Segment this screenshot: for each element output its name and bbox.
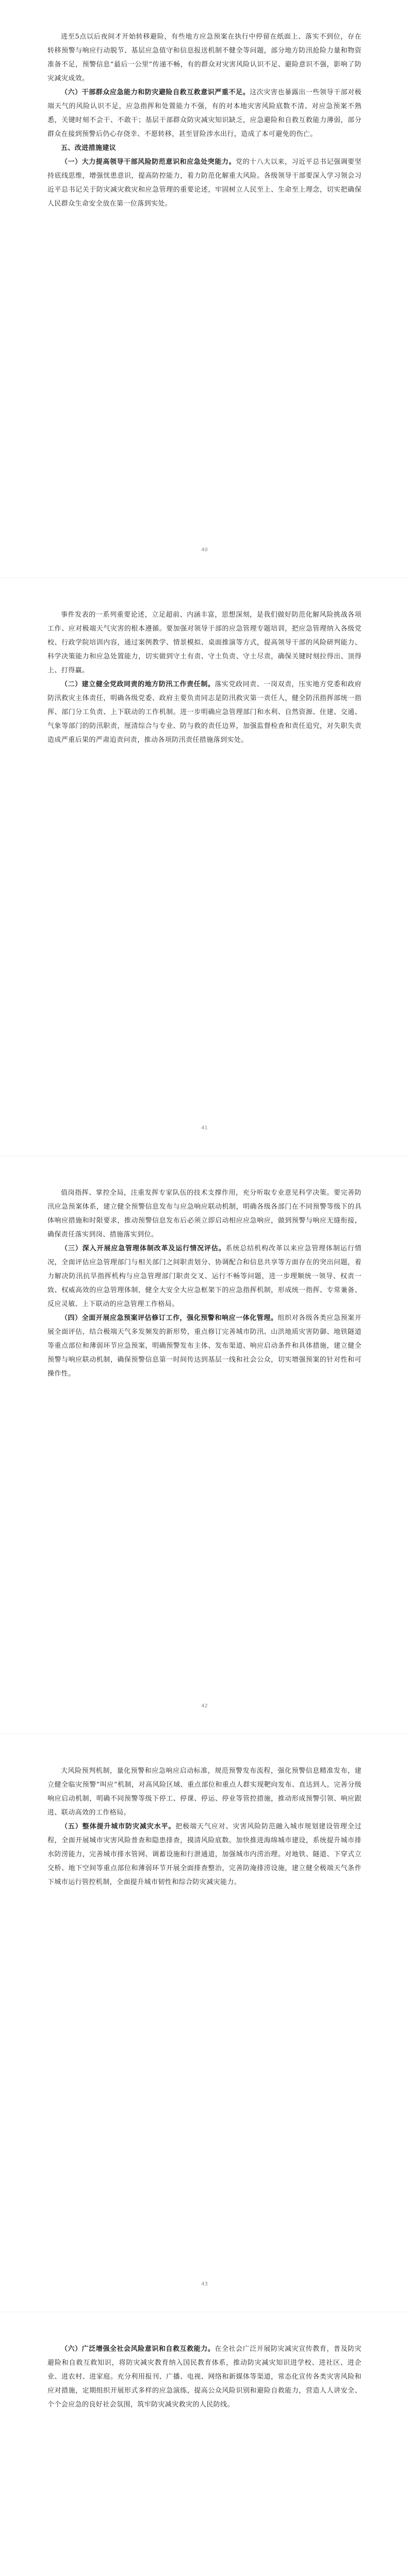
paragraph-text: 大风险预判机制，量化预警和应急响应启动标准，规范预警发布流程，强化预警信息精准发布，建立健全临灾预警“叫应”机制，对高风险区域、重点部位和重点人群实现靶向发布、直达到人。完善分级响应启动机制，明确不同预警等级下停工、停课、停运、停业等管控措施，推动形成预警引领、响应跟进、联动高效的工作格局。 [47,1767,362,1817]
page-number: 40 [201,547,208,553]
paragraph-text: 组织对各级各类应急预案开展全面评估，结合极端天气多发频发的新形势，重点修订完善城市防汛、山洪地质灾害防御、地铁隧道等重点部位和薄弱环节应急预案，明确预警发布主体、发布渠道、响应启动条件和具体措施，建立健全预警与响应联动机制，确保预警信息第一时间传达到基层一线和社会公众，切实增强预案的针对性和可操作性。 [47,1314,362,1378]
paragraph-text: 把极端天气应对、灾害风险防范融入城市规划建设管理全过程，全面开展城市灾害风险普查和隐患排查，摸清风险底数。加快推进海绵城市建设，系统提升城市排水防涝能力，完善城市排水管网、调蓄设施和行泄通道，加强城市内涝治理。对地铁、隧道、下穿式立交桥、地下空间等重点部位和薄弱环节开展全面排查整治，完善防淹排涝设施，建立健全极端天气条件下城市运行管控机制，全面提升城市韧性和综合防灾减灾能力。 [47,1823,362,1886]
paragraph-text: 事件发表的一系列重要论述，立足超前、内涵丰富，思想深刻，是我们做好防范化解风险挑战各项工作、应对极端天气灾害的根本遵循。要加强对领导干部的应急管理专题培训，把应急管理纳入各级党校、行政学院培训内容，通过案例教学、情景模拟、桌面推演等方式，提高领导干部的风险研判能力、科学决策能力和应急处置能力，切实做到守土有责、守土负责、守土尽责，确保关键时刻拉得出、顶得上、打得赢。 [47,611,362,674]
paragraph [47,1820,362,1889]
section-heading: （五）整体提升城市防灾减灾水平。 [61,1823,176,1831]
page-body [47,608,362,747]
paragraph-text: 进至5点以后夜间才开始转移避险，有些地方应急预案在执行中停留在纸面上、落实不到位，存在转移预警与响应行动脱节、基层应急值守和信息报送机制不健全等问题，部分地方防汛抢险力量和物资准备不足，预警信息“最后一公里”传递不畅，有的群众对灾害风险认识不足、避险意识不强，影响了防灾减灾成效。 [47,33,362,82]
page-body [47,30,362,211]
section-heading: （二）建立健全党政同责的地方防汛工作责任制。 [61,681,215,688]
paragraph-text: 落实党政同责、一岗双责，压实地方党委和政府防汛救灾主体责任，明确各级党委、政府主要负责同志是防汛救灾第一责任人，健全防汛指挥部统一指挥、部门分工负责、上下联动的工作机制。进一步明确应急管理部门和水利、自然资源、住建、交通、气象等部门的防汛职责，厘清综合与专业、防与救的责任边界，加强监督检查和责任追究，对失职失责造成严重后果的严肃追责问责，推动各项防汛责任措施落到实处。 [47,681,362,744]
paragraph [47,155,362,211]
paragraph-text: 这次灾害也暴露出一些领导干部对极端天气的风险认识不足，应急指挥和处置能力不强，有的对本地灾害风险底数不清、对应急预案不熟悉，关键时刻不会干、不敢干；基层干部群众防灾减灾知识缺乏，应急避险和自救互救能力薄弱，部分群众在接到预警后仍心存侥幸、不愿转移，甚至冒险涉水出行，造成了本可避免的伤亡。 [47,89,362,138]
document-page-1 [0,0,409,578]
paragraph [47,30,362,86]
paragraph [47,1311,362,1381]
paragraph [47,2342,362,2412]
paragraph-text: 在全社会广泛开展防灾减灾宣传教育，普及防灾避险和自救互救知识，将防灾减灾教育纳入国民教育体系，推动防灾减灾知识进学校、进社区、进企业、进农村、进家庭。充分利用报刊、广播、电视、网络和新媒体等渠道，常态化宣传各类灾害风险和应对措施，定期组织开展形式多样的应急演练，提高公众风险识别和避险自救能力，营造人人讲安全、个个会应急的良好社会氛围，筑牢防灾减灾救灾的人民防线。 [47,2345,362,2409]
paragraph [47,677,362,747]
paragraph [47,86,362,141]
paragraph [47,1764,362,1820]
document-page-3 [0,1156,409,1734]
document-page-5 [0,2312,409,2576]
document-page-4 [0,1734,409,2312]
paragraph [47,1186,362,1242]
page-number: 42 [201,1703,208,1709]
paragraph-text: 党的十八大以来，习近平总书记强调要坚持底线思维，增强忧患意识，提高防控能力，着力防范化解重大风险。各级领导干部要深入学习领会习近平总书记关于防灾减灾救灾和应急管理的重要论述，牢固树立人民至上、生命至上理念，切实把确保人民群众生命安全放在第一位落到实处。 [47,158,362,208]
section-heading: （一）大力提高领导干部风险防范意识和应急处突能力。 [61,158,236,166]
paragraph [47,608,362,677]
page-body [47,1186,362,1381]
paragraph-text: 值岗指挥、掌控全局，注重发挥专家队伍的技术支撑作用，充分听取专业意见科学决策。要完善防汛应急预案体系，建立健全预警信息发布与应急响应联动机制，明确各级各部门在不同预警等级下的具体响应措施和时限要求，推动预警信息发布后必须立即启动相应应急响应，做到预警与响应无缝衔接，确保责任落实到岗、措施落实到位。 [47,1189,362,1239]
section-heading: （六）广泛增强全社会风险意识和自救互救能力。 [61,2345,215,2353]
page-number: 41 [201,1125,208,1131]
paragraph-text: 系统总结机构改革以来应急管理体制运行情况，全面评估应急管理部门与相关部门之间职责划分、协调配合和信息共享等方面存在的突出问题，着力解决防汛抗旱指挥机构与应急管理部门职责交叉、运行不畅等问题，进一步理顺统一领导、权责一致、权威高效的应急管理体制，健全大安全大应急框架下的应急指挥机制，形成统一指挥、专常兼备、反应灵敏、上下联动的应急管理工作格局。 [47,1245,362,1308]
page-body [47,2342,362,2412]
section-heading: （六）干部群众应急能力和防灾避险自救互救意识严重不足。 [61,89,250,96]
section-heading: （四）全面开展应急预案评估修订工作，强化预警和响应一体化管理。 [61,1314,278,1322]
paragraph [47,1242,362,1311]
page-number: 43 [201,2281,208,2287]
chapter-heading: 五、改进措施建议 [61,144,117,152]
page-body [47,1764,362,1889]
section-heading: （三）深入开展应急管理体制改革及运行情况评估。 [61,1245,226,1252]
document-page-2 [0,578,409,1156]
